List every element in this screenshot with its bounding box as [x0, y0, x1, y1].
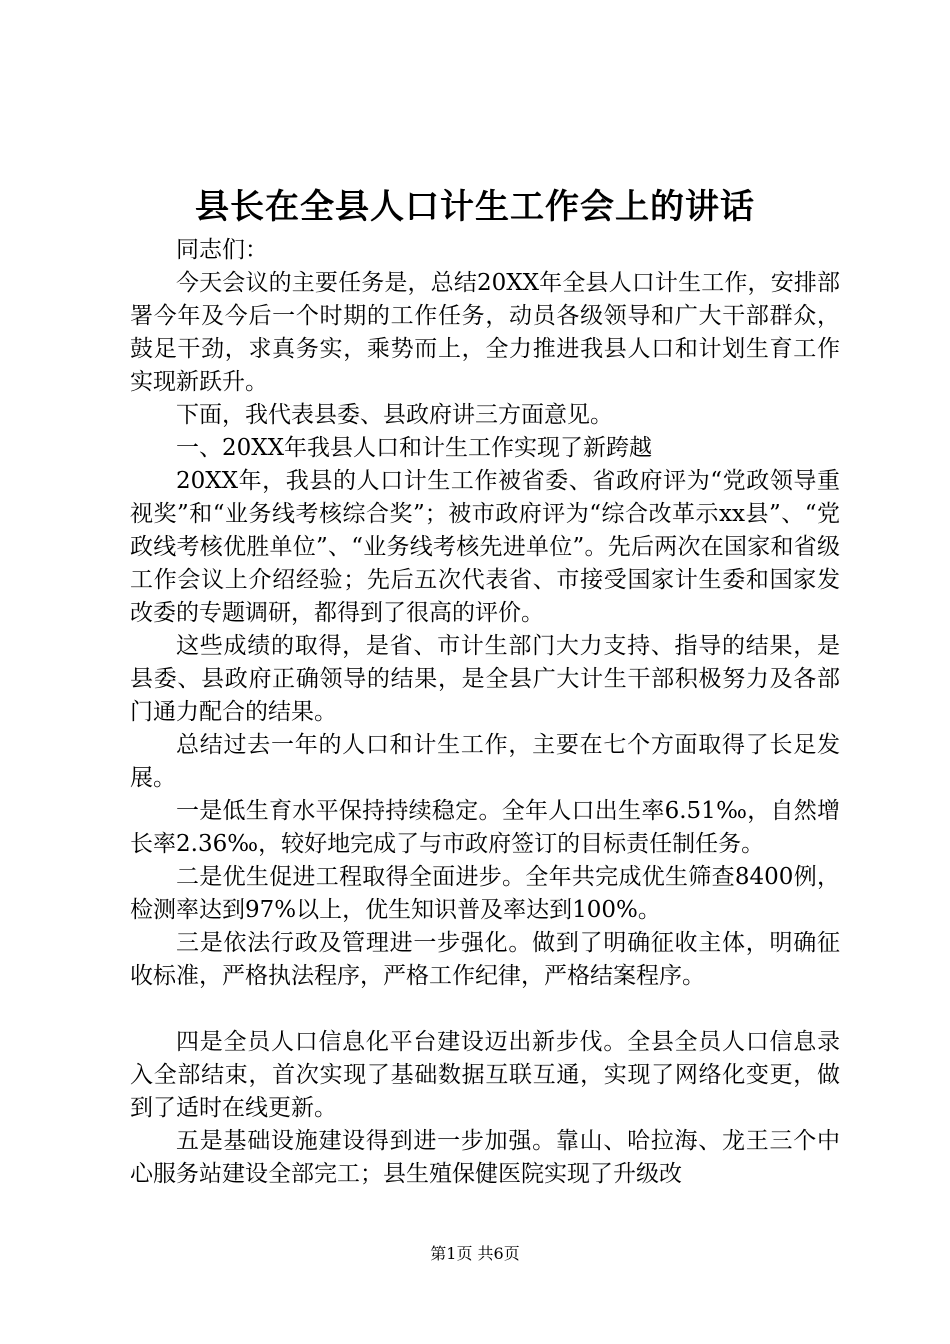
- paragraph: 二是优生促进工程取得全面进步。全年共完成优生筛查8400例，检测率达到97%以上，优生知识普及率达到100%。: [130, 864, 840, 923]
- section-heading: 一、20XX年我县人口和计生工作实现了新跨越: [176, 435, 653, 461]
- paragraph: 今天会议的主要任务是，总结20XX年全县人口计生工作，安排部署今年及今后一个时期的工作任务，动员各级领导和广大干部群众，鼓足干劲，求真务实，乘势而上，全力推进我县人口和计划生育工作实现新跃升。: [130, 270, 840, 395]
- paragraph: 一是低生育水平保持持续稳定。全年人口出生率6.51‰，自然增长率2.36‰，较好地完成了与市政府签订的目标责任制任务。: [130, 798, 840, 857]
- paragraph: 20XX年，我县的人口计生工作被省委、省政府评为“党政领导重视奖”和“业务线考核综合奖”；被市政府评为“综合改革示xx县”、“党政线考核优胜单位”、“业务线考核先进单位”。先后两次在国家和省级工作会议上介绍经验；先后五次代表省、市接受国家计生委和国家发改委的专题调研，都得到了很高的评价。: [130, 468, 840, 626]
- document-body: [130, 234, 840, 1191]
- paragraph: 四是全员人口信息化平台建设迈出新步伐。全县全员人口信息录入全部结束，首次实现了基础数据互联互通，实现了网络化变更，做到了适时在线更新。: [130, 1029, 840, 1121]
- paragraph: 下面，我代表县委、县政府讲三方面意见。: [176, 402, 613, 428]
- page-footer: 第1页 共6页: [430, 1244, 520, 1263]
- paragraph: 五是基础设施建设得到进一步加强。靠山、哈拉海、龙王三个中心服务站建设全部完工；县生殖保健医院实现了升级改: [130, 1128, 840, 1187]
- document-title: 县长在全县人口计生工作会上的讲话: [195, 187, 755, 227]
- paragraph: 这些成绩的取得，是省、市计生部门大力支持、指导的结果，是县委、县政府正确领导的结果，是全县广大计生干部积极努力及各部门通力配合的结果。: [130, 633, 840, 725]
- paragraph-greeting: 同志们：: [176, 237, 268, 263]
- paragraph: 总结过去一年的人口和计生工作，主要在七个方面取得了长足发展。: [130, 732, 840, 791]
- paragraph: 三是依法行政及管理进一步强化。做到了明确征收主体，明确征收标准，严格执法程序，严格工作纪律，严格结案程序。: [130, 930, 840, 989]
